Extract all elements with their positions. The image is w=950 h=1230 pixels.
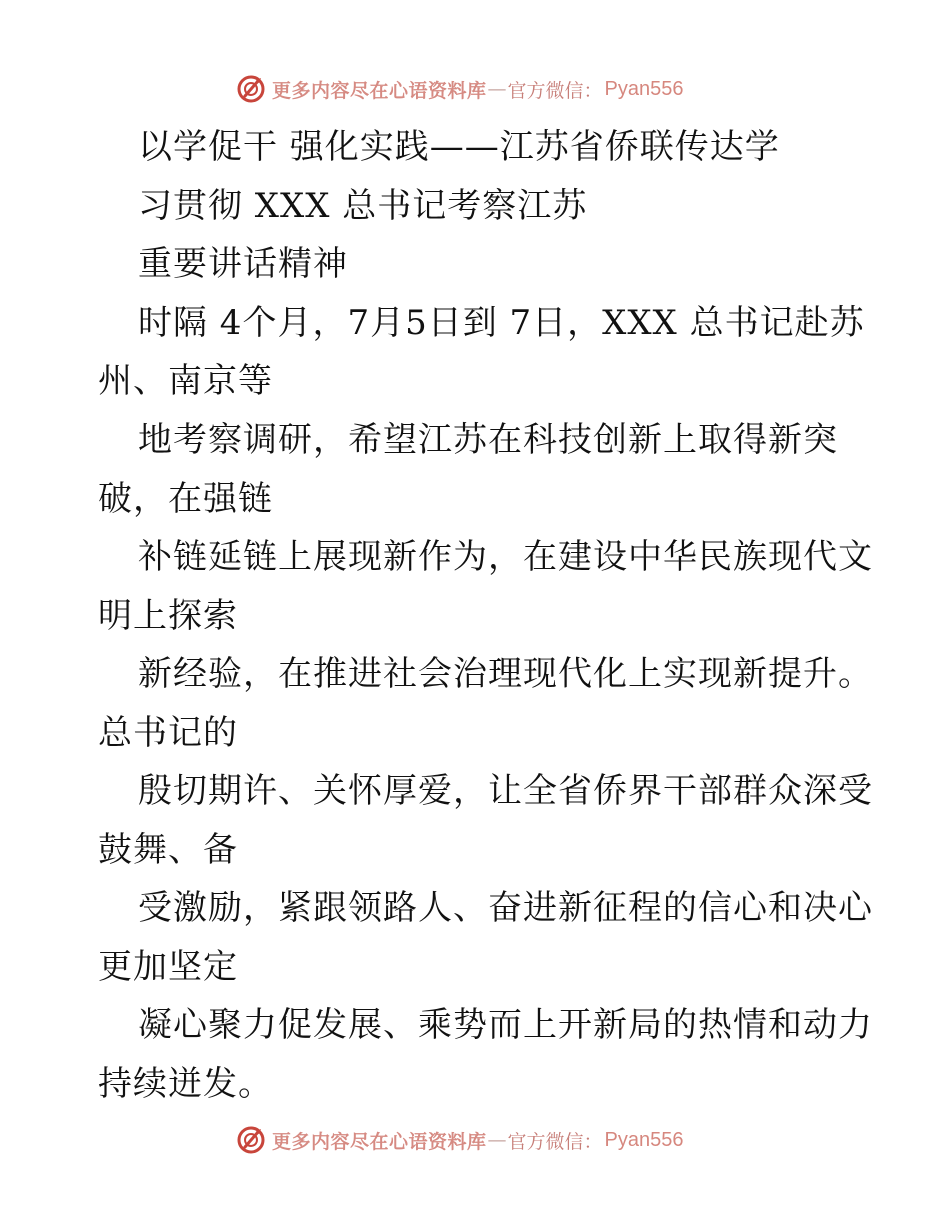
title-line-2: 习贯彻 XXX 总书记考察江苏 [138,186,588,226]
paragraph-line: 新经验，在推进社会治理现代化上实现新提升。 [138,654,873,694]
banner-label: 官方微信： [507,1130,603,1153]
brand-logo-icon [236,1125,266,1155]
banner-main-text: 更多内容尽在心语资料库 [272,1130,487,1153]
paragraph-line: 总书记的 [98,713,238,753]
paragraph-line: 鼓舞、备 [98,830,238,870]
banner-wechat-id: Pyan556 [604,77,684,100]
banner-wechat-id: Pyan556 [604,1128,684,1151]
banner-dash: — [487,1129,507,1151]
footer-watermark-banner [236,1123,684,1157]
paragraph-line: 补链延链上展现新作为，在建设中华民族现代文 [138,537,873,577]
paragraph-line: 破，在强链 [98,479,273,519]
paragraph-line: 凝心聚力促发展、乘势而上开新局的热情和动力 [138,1005,873,1045]
paragraph-line: 受激励，紧跟领路人、奋进新征程的信心和决心 [138,888,873,928]
banner-main-text: 更多内容尽在心语资料库 [272,79,487,102]
banner-dash: — [487,78,507,100]
paragraph-line: 时隔 4个月，7月5日到 7日，XXX 总书记赴苏 [138,303,865,343]
paragraph-line: 明上探索 [98,596,238,636]
brand-logo-icon [236,74,266,104]
paragraph-line: 州、南京等 [98,361,273,401]
title-line-1: 以学促干 强化实践——江苏省侨联传达学 [138,127,780,167]
paragraph-line: 殷切期许、关怀厚爱，让全省侨界干部群众深受 [138,771,873,811]
title-line-3: 重要讲话精神 [138,244,348,284]
paragraph-line: 地考察调研，希望江苏在科技创新上取得新突 [138,420,838,460]
header-watermark-banner [236,72,684,106]
banner-label: 官方微信： [507,79,603,102]
paragraph-line: 持续迸发。 [98,1064,273,1104]
paragraph-line: 更加坚定 [98,947,238,987]
